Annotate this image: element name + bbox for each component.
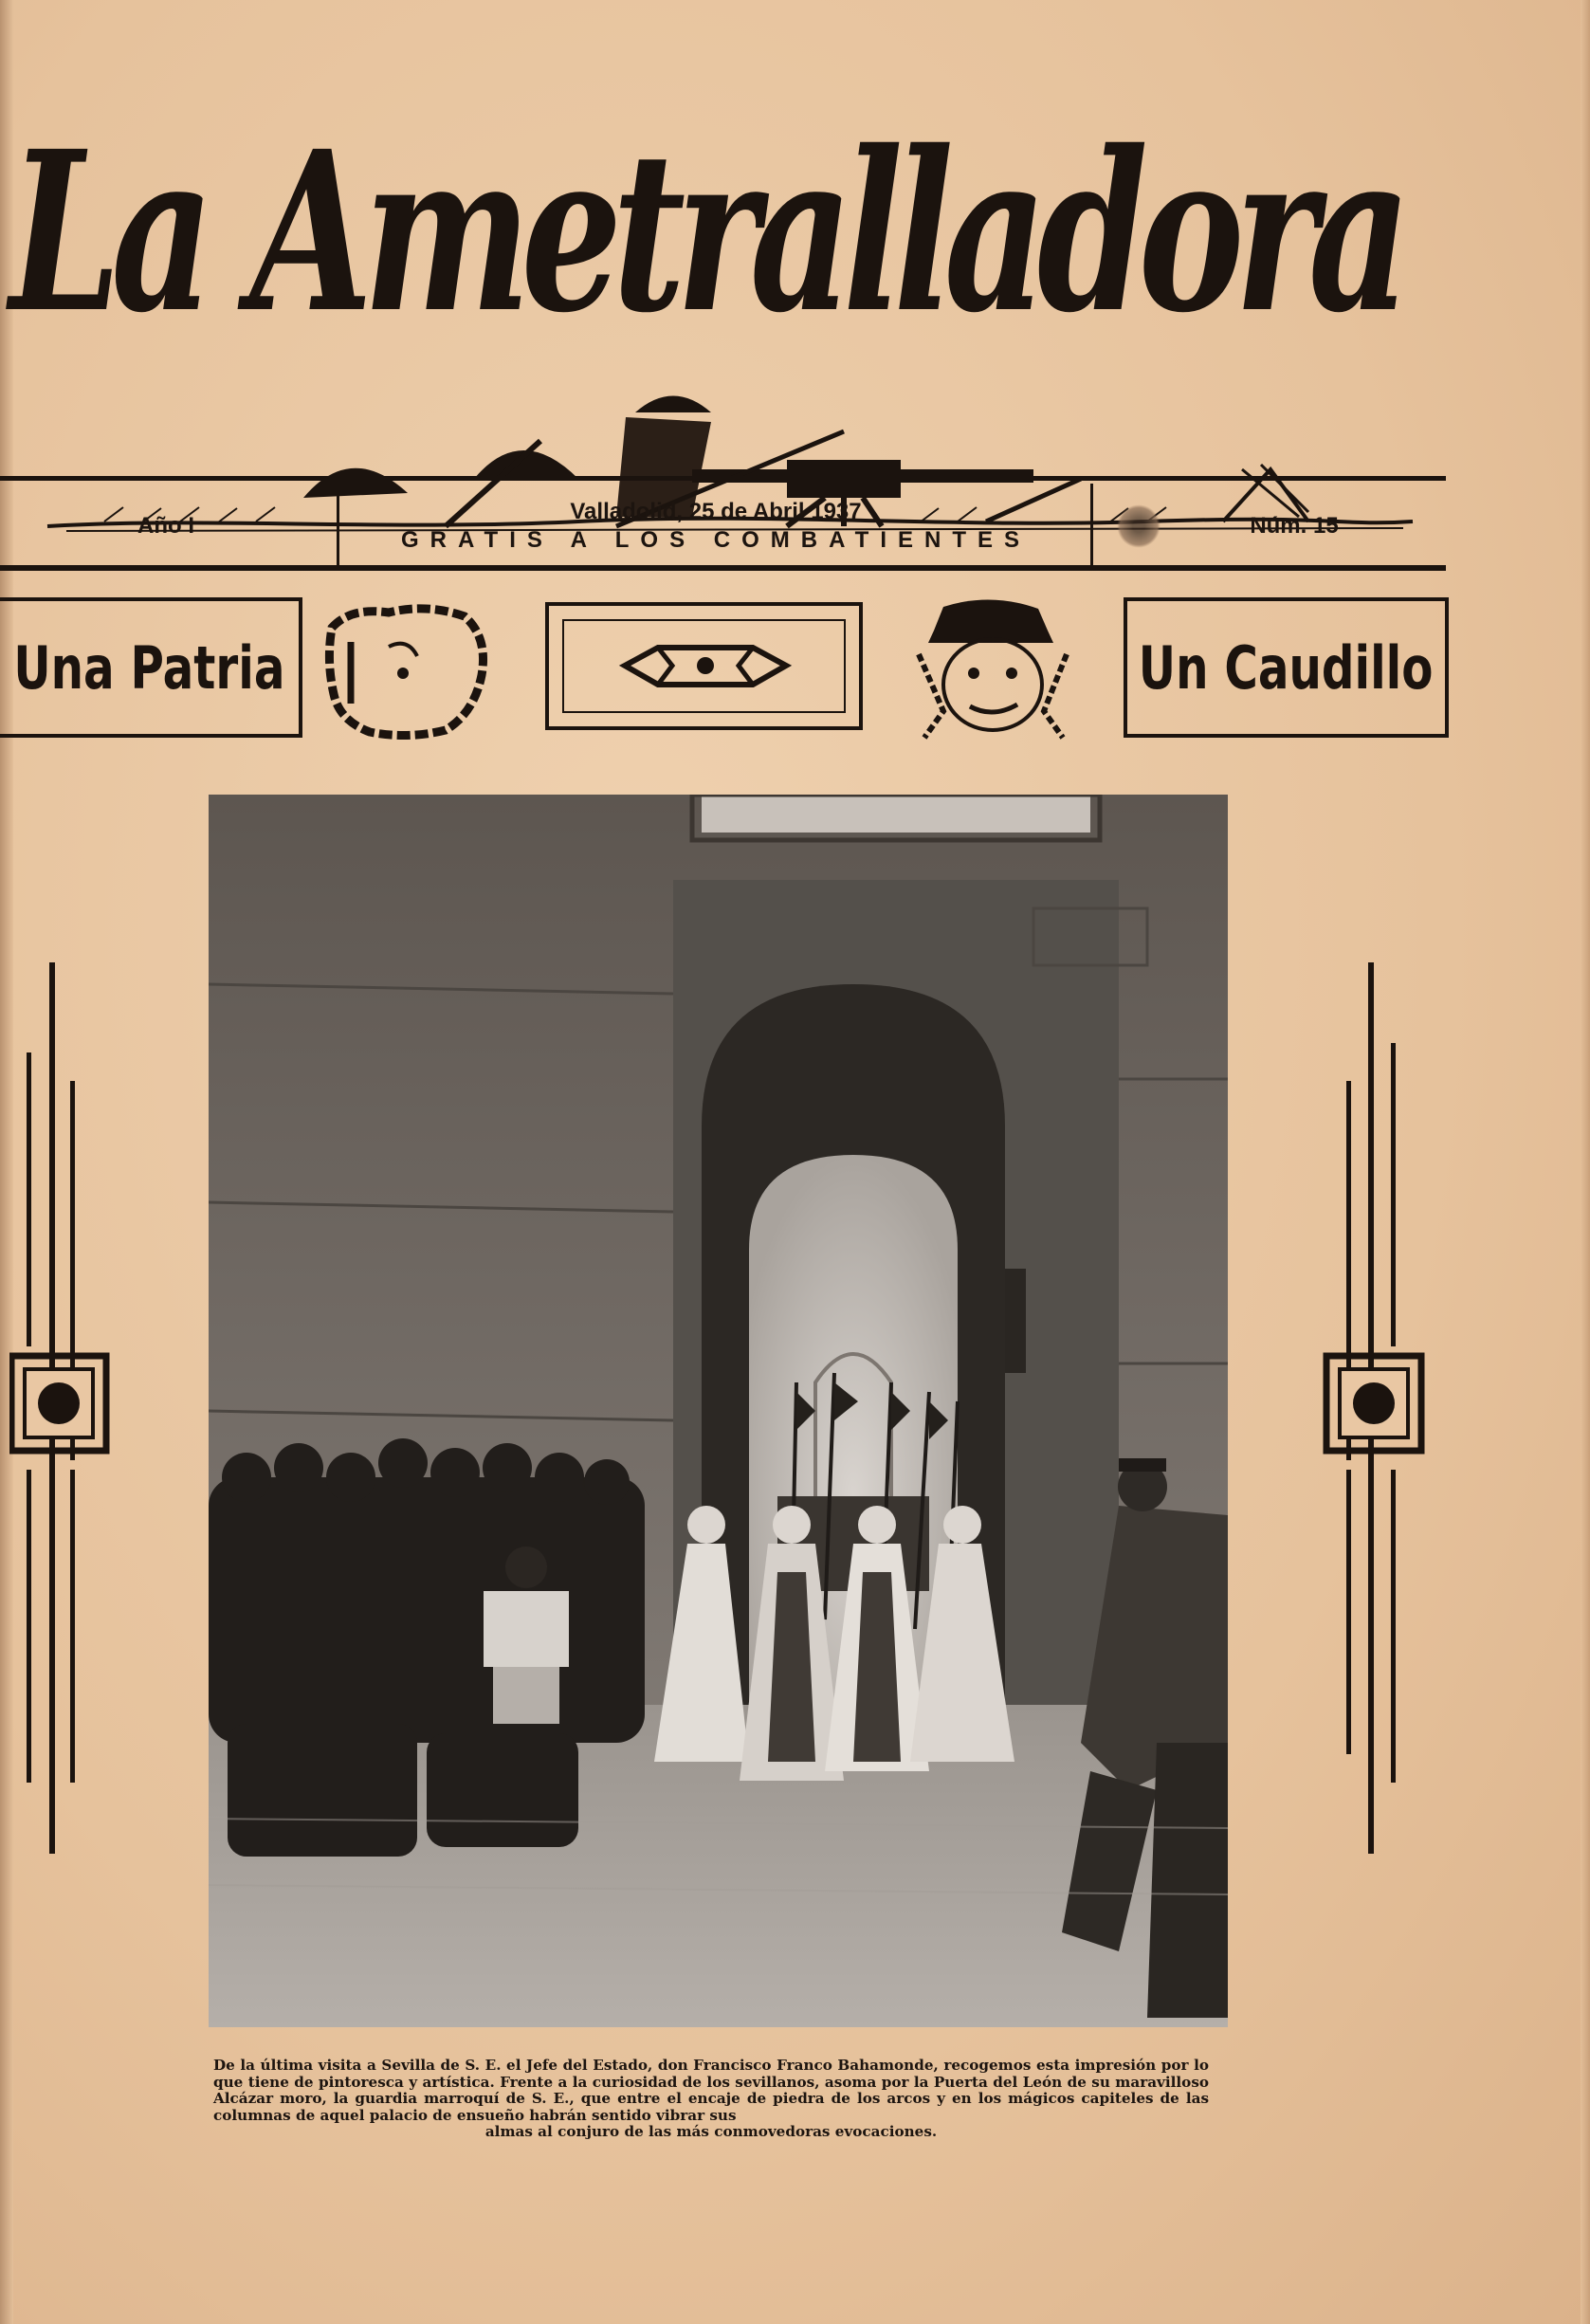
masthead xyxy=(9,90,1432,465)
info-bar xyxy=(0,484,1446,569)
emblem-box xyxy=(545,602,863,730)
page-right-edge xyxy=(1581,0,1590,2324)
city-date: Valladolid, 25 de Abril 1937 xyxy=(570,499,862,524)
caption-body: De la última visita a Sevilla de S. E. el Jefe del Estado, don Francisco Franco Bahamonde, recogemos esta impresión por lo que tiene de pintoresca y artística. Frente a la curiosidad de los sevillanos, asoma por la Puerta del León de su maravilloso Alcázar moro, la guardia marroquí de S. E., que entre el encaje de piedra de los arcos y en los mágicos capiteles de las columnas de aquel palacio de ensueño habrán sentido vibrar sus xyxy=(213,2057,1209,2124)
motto-un-caudillo xyxy=(1124,597,1449,738)
top-rule xyxy=(0,476,1446,481)
date-block xyxy=(341,484,1090,569)
issue-number: Núm. 15 xyxy=(1250,513,1339,539)
motto-text: Una Patria xyxy=(13,632,285,703)
soldier-portrait-icon xyxy=(905,597,1076,740)
right-ornament-icon xyxy=(1323,958,1427,1858)
motto-una-patria xyxy=(0,597,302,738)
arch-gate-photo-icon xyxy=(209,795,1228,2027)
masthead-title: La Ametralladora xyxy=(9,102,1402,361)
left-ornament-icon xyxy=(9,958,114,1858)
year-label: Año I xyxy=(137,513,194,539)
divider xyxy=(1090,484,1093,569)
divider xyxy=(337,484,339,569)
motto-text: Un Caudillo xyxy=(1139,632,1434,703)
arrow-emblem-icon xyxy=(615,640,795,692)
tagline: GRATIS A LOS COMBATIENTES xyxy=(401,527,1031,553)
stamp-seal-icon xyxy=(1117,504,1161,548)
caption-last-line: almas al conjuro de las más conmovedoras evocaciones. xyxy=(484,2123,938,2140)
photo-caption xyxy=(213,2058,1209,2141)
spain-map-icon xyxy=(322,599,498,741)
